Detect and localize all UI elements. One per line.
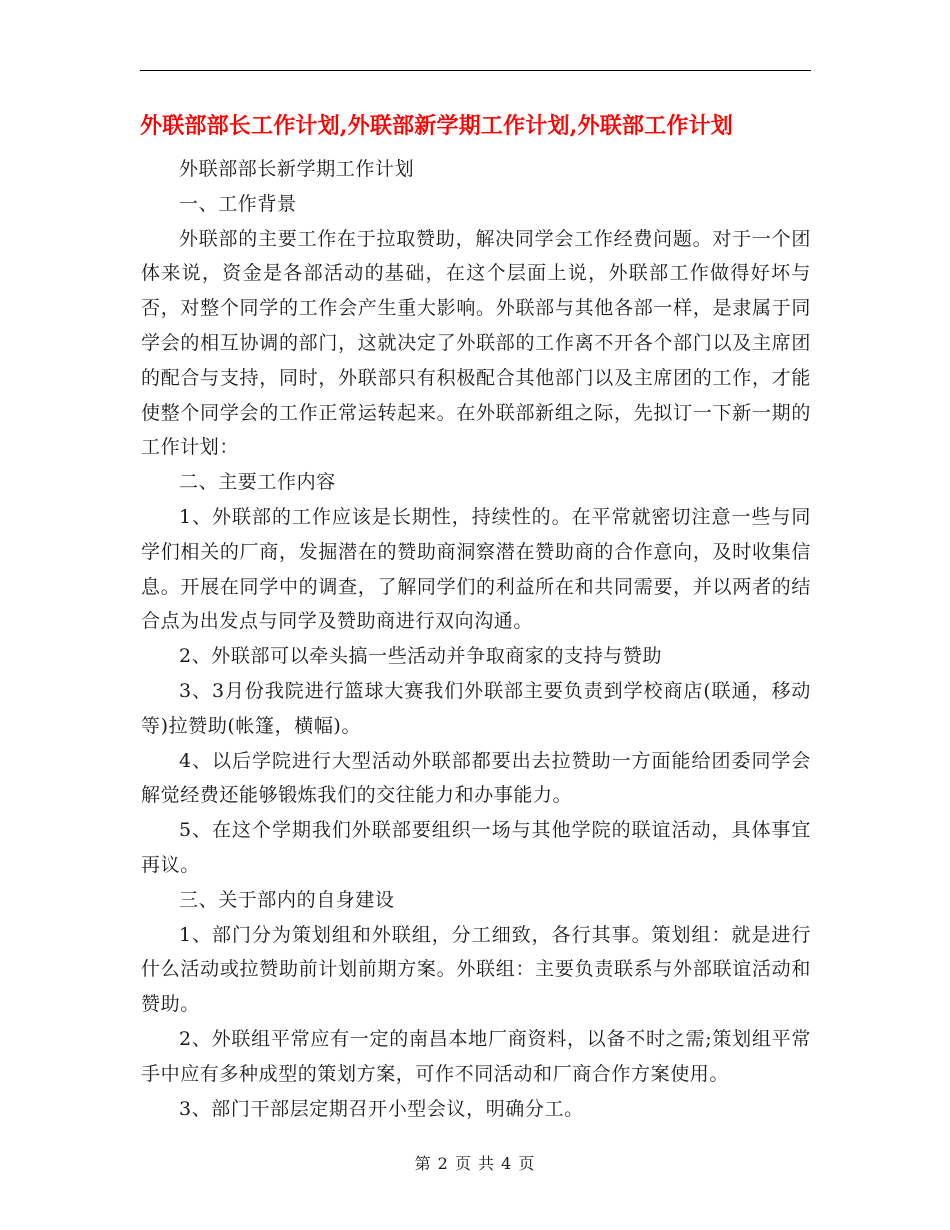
header-rule: [140, 70, 811, 71]
section-heading-self-building: 三、关于部内的自身建设: [179, 888, 395, 911]
paragraph-subtitle: 外联部部长新学期工作计划: [179, 158, 415, 180]
page-number: 第 2 页 共 4 页: [414, 1154, 536, 1173]
paragraph-item-4: 4、以后学院进行大型活动外联部都要出去拉赞助一方面能给团委同学会解觉经费还能够锻炼我们的交往能力和办事能力。: [141, 749, 811, 807]
paragraph-build-2: 2、外联组平常应有一定的南昌本地厂商资料，以备不时之需;策划组平常手中应有多种成型的策划方案，可作不同活动和厂商合作方案使用。: [141, 1027, 811, 1085]
paragraph-build-1: 1、部门分为策划组和外联组，分工细致，各行其事。策划组：就是进行什么活动或拉赞助前计划前期方案。外联组：主要负责联系与外部联谊活动和赞助。: [141, 923, 811, 1016]
paragraph-item-5: 5、在这个学期我们外联部要组织一场与其他学院的联谊活动，具体事宜再议。: [141, 819, 811, 876]
document-body: [141, 152, 811, 1126]
paragraph-item-2: 2、外联部可以牵头搞一些活动并争取商家的支持与赞助: [179, 645, 663, 668]
paragraph-background: 外联部的主要工作在于拉取赞助，解决同学会工作经费问题。对于一个团体来说，资金是各部活动的基础，在这个层面上说，外联部工作做得好坏与否，对整个同学的工作会产生重大影响。外联部与其他各部一样，是隶属于同学会的相互协调的部门，这就决定了外联部的工作离不开各个部门以及主席团的配合与支持，同时，外联部只有积极配合其他部门以及主席团的工作，才能使整个同学会的工作正常运转起来。在外联部新组之际，先拟订一下新一期的工作计划：: [141, 227, 811, 459]
section-heading-main-work: 二、主要工作内容: [179, 471, 336, 494]
page-footer: [0, 1152, 950, 1176]
document-title: 外联部部长工作计划,外联部新学期工作计划,外联部工作计划: [140, 113, 733, 139]
paragraph-item-1: 1、外联部的工作应该是长期性，持续性的。在平常就密切注意一些与同学们相关的厂商，发掘潜在的赞助商洞察潜在赞助商的合作意向，及时收集信息。开展在同学中的调查，了解同学们的利益所在和共同需要，并以两者的结合点为出发点与同学及赞助商进行双向沟通。: [141, 505, 811, 633]
paragraph-item-3: 3、3月份我院进行篮球大赛我们外联部主要负责到学校商店(联通，移动等)拉赞助(帐篷，横幅)。: [141, 679, 811, 737]
section-heading-background: 一、工作背景: [179, 192, 297, 215]
paragraph-build-3: 3、部门干部层定期召开小型会议，明确分工。: [179, 1097, 584, 1120]
